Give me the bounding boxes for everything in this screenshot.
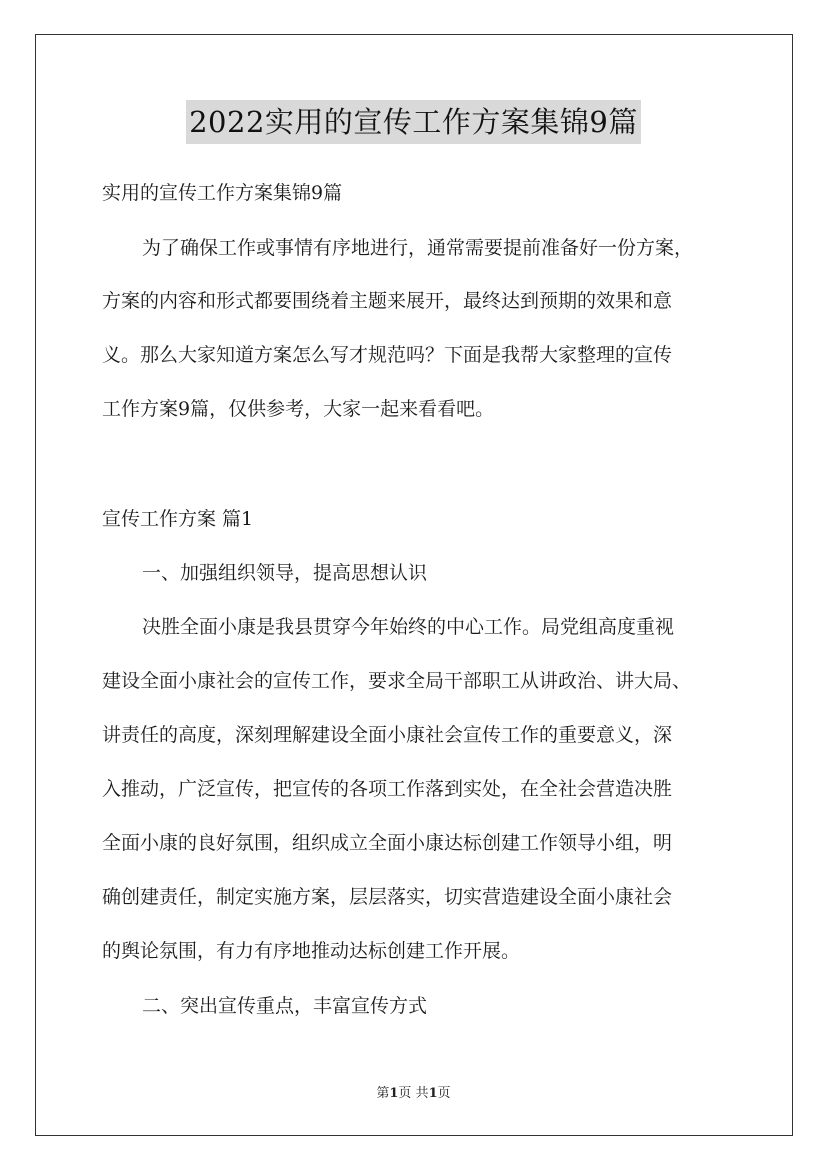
body-line: 全面小康的良好氛围，组织成立全面小康达标创建工作领导小组，明 [102,832,673,854]
footer-page-prefix: 第 [376,1086,390,1101]
body-line: 确创建责任，制定实施方案，层层落实，切实营造建设全面小康社会 [102,886,673,908]
page-footer [0,1082,827,1101]
section-title: 宣传工作方案 篇1 [102,508,254,530]
footer-page-suffix: 页 [437,1086,451,1101]
heading-2: 二、突出宣传重点，丰富宣传方式 [142,995,428,1017]
document-title: 2022实用的宣传工作方案集锦9篇 [186,100,641,144]
footer-page-mid: 页 共 [398,1086,429,1101]
body-line: 的舆论氛围，有力有序地推动达标创建工作开展。 [102,940,521,962]
title-container [0,100,827,144]
document-subtitle: 实用的宣传工作方案集锦9篇 [102,182,343,204]
footer-page-total: 1 [428,1086,438,1101]
intro-line: 义。那么大家知道方案怎么写才规范吗？下面是我帮大家整理的宣传 [102,344,673,366]
intro-line: 工作方案9篇，仅供参考，大家一起来看看吧。 [102,398,495,420]
intro-line: 方案的内容和形式都要围绕着主题来展开，最终达到预期的效果和意 [102,290,673,312]
body-line: 入推动，广泛宣传，把宣传的各项工作落到实处，在全社会营造决胜 [102,778,673,800]
intro-line: 为了确保工作或事情有序地进行，通常需要提前准备好一份方案， [142,237,694,259]
body-line: 决胜全面小康是我县贯穿今年始终的中心工作。局党组高度重视 [142,616,675,638]
footer-page-current: 1 [389,1086,399,1101]
body-line: 建设全面小康社会的宣传工作，要求全局干部职工从讲政治、讲大局、 [102,670,692,692]
heading-1: 一、加强组织领导，提高思想认识 [142,562,428,584]
body-line: 讲责任的高度，深刻理解建设全面小康社会宣传工作的重要意义，深 [102,724,673,746]
